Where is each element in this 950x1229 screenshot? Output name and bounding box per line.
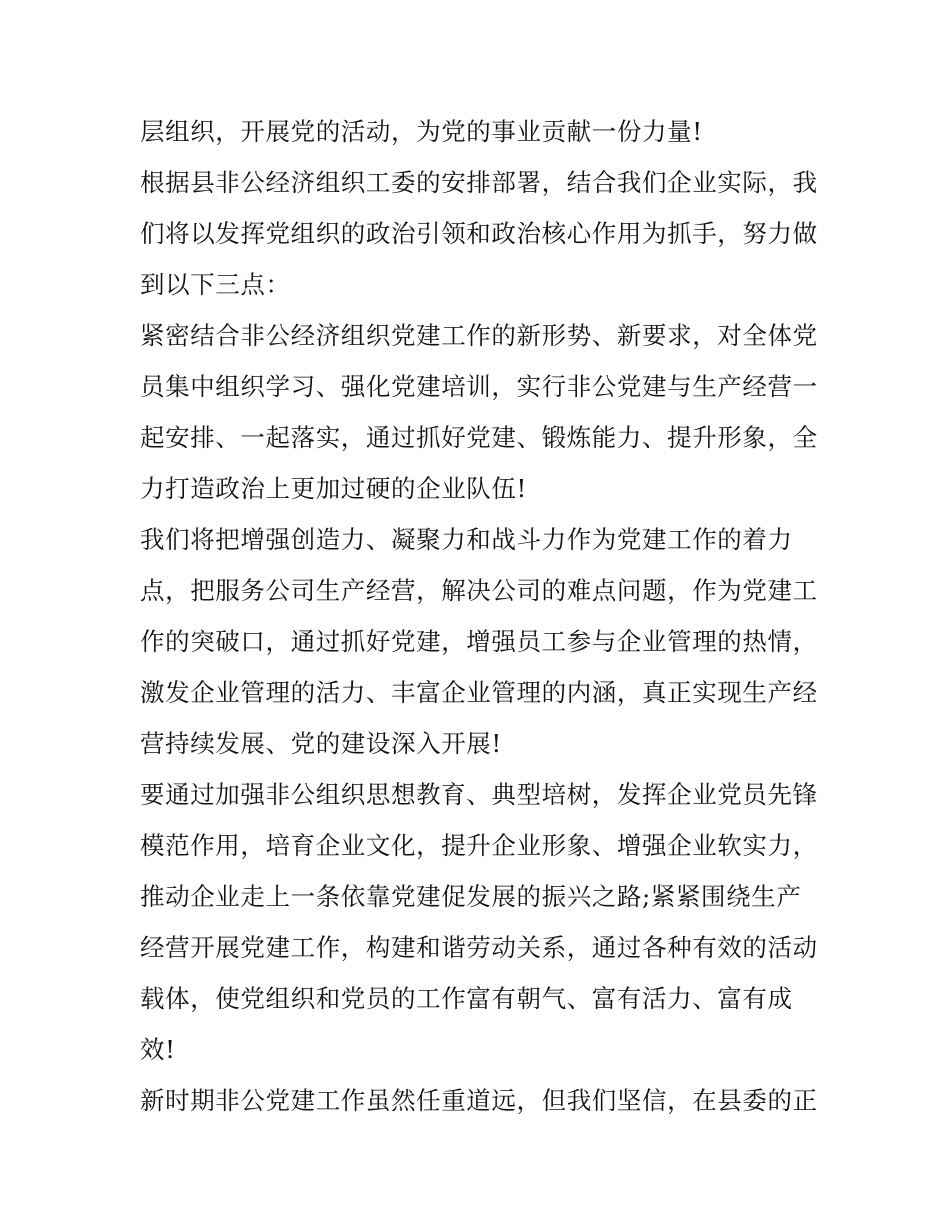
text-line: 我们将把增强创造力、凝聚力和战斗力作为党建工作的着力 <box>140 525 793 554</box>
text-line: 力打造政治上更加过硬的企业队伍! <box>140 474 527 503</box>
text-line: 根据县非公经济组织工委的安排部署，结合我们企业实际，我 <box>140 168 818 197</box>
text-line: 起安排、一起落实，通过抓好党建、锻炼能力、提升形象，全 <box>140 423 818 452</box>
text-line: 紧密结合非公经济组织党建工作的新形势、新要求，对全体党 <box>140 321 818 350</box>
text-line: 载体，使党组织和党员的工作富有朝气、富有活力、富有成 <box>140 984 793 1013</box>
text-line: 们将以发挥党组织的政治引领和政治核心作用为抓手，努力做 <box>140 219 818 248</box>
text-line: 到以下三点： <box>140 270 291 299</box>
text-line: 营持续发展、党的建设深入开展! <box>140 729 502 758</box>
text-line: 员集中组织学习、强化党建培训，实行非公党建与生产经营一 <box>140 372 818 401</box>
text-line: 要通过加强非公组织思想教育、典型培树，发挥企业党员先锋 <box>140 780 818 809</box>
text-line: 经营开展党建工作，构建和谐劳动关系，通过各种有效的活动 <box>140 933 818 962</box>
text-line: 新时期非公党建工作虽然任重道远，但我们坚信，在县委的正 <box>140 1086 818 1115</box>
text-line: 激发企业管理的活力、丰富企业管理的内涵，真正实现生产经 <box>140 678 818 707</box>
document-body <box>140 106 816 1126</box>
text-line: 点，把服务公司生产经营，解决公司的难点问题，作为党建工 <box>140 576 818 605</box>
text-line: 效! <box>140 1035 176 1064</box>
text-line: 作的突破口，通过抓好党建，增强员工参与企业管理的热情， <box>140 627 818 656</box>
text-line: 层组织，开展党的活动，为党的事业贡献一份力量! <box>140 117 703 146</box>
text-line: 推动企业走上一条依靠党建促发展的振兴之路;紧紧围绕生产 <box>140 882 802 911</box>
text-line: 模范作用，培育企业文化，提升企业形象、增强企业软实力， <box>140 831 818 860</box>
